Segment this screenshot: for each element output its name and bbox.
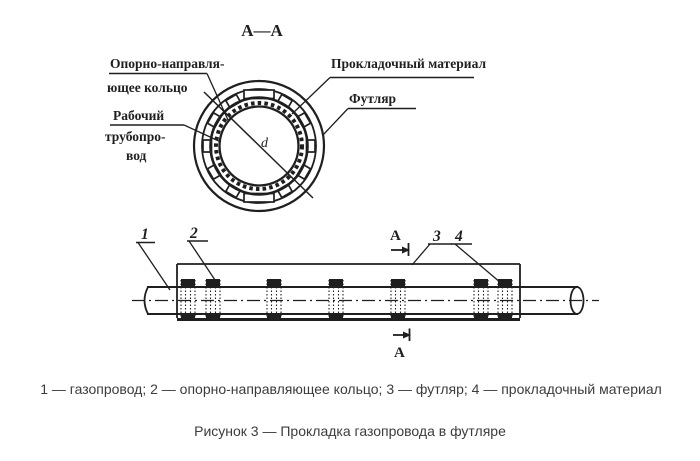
pipe-left-cap (145, 287, 149, 314)
svg-text:А: А (394, 345, 405, 361)
svg-text:Опорно-направля-: Опорно-направля- (110, 56, 225, 71)
support-ring-block (181, 279, 195, 321)
support-ring-block (329, 279, 343, 321)
svg-text:Прокладочный материал: Прокладочный материал (331, 56, 487, 71)
svg-text:А: А (390, 228, 401, 244)
support-ring-block (498, 279, 512, 321)
svg-text:вод: вод (126, 148, 147, 163)
svg-text:трубопро-: трубопро- (105, 129, 166, 144)
callout-3 (412, 228, 452, 265)
cross-section-view (105, 21, 486, 211)
leader-line (189, 241, 215, 280)
callout-4 (451, 228, 501, 283)
leader-line (412, 244, 430, 265)
support-ring-block (474, 279, 488, 321)
support-ring-block (206, 279, 220, 321)
callout-2 (187, 225, 215, 280)
side-view (132, 225, 599, 361)
figure-legend: 1 — газопровод; 2 — опорно-направляющее кольцо; 3 — футляр; 4 — прокладочный материал (40, 381, 662, 397)
svg-text:ющее кольцо: ющее кольцо (107, 80, 188, 95)
svg-text:1: 1 (141, 226, 149, 243)
callout-1 (136, 226, 170, 290)
svg-text:3: 3 (433, 228, 441, 245)
section-mark-top (390, 228, 410, 256)
svg-text:Рабочий: Рабочий (113, 108, 165, 123)
label-casing (323, 91, 416, 135)
leader-line (138, 243, 170, 291)
leader-line (323, 109, 348, 136)
support-ring-block (391, 279, 405, 321)
support-ring-block (267, 279, 281, 321)
svg-text:4: 4 (455, 228, 463, 245)
figure-caption: Рисунок 3 — Прокладка газопровода в футляре (194, 423, 506, 439)
section-mark-bottom (393, 329, 411, 362)
svg-text:Футляр: Футляр (349, 91, 397, 106)
svg-text:2: 2 (190, 225, 198, 242)
section-view-title: А—А (241, 21, 283, 40)
diameter-symbol: d (261, 136, 268, 151)
casing-outline (177, 264, 520, 320)
